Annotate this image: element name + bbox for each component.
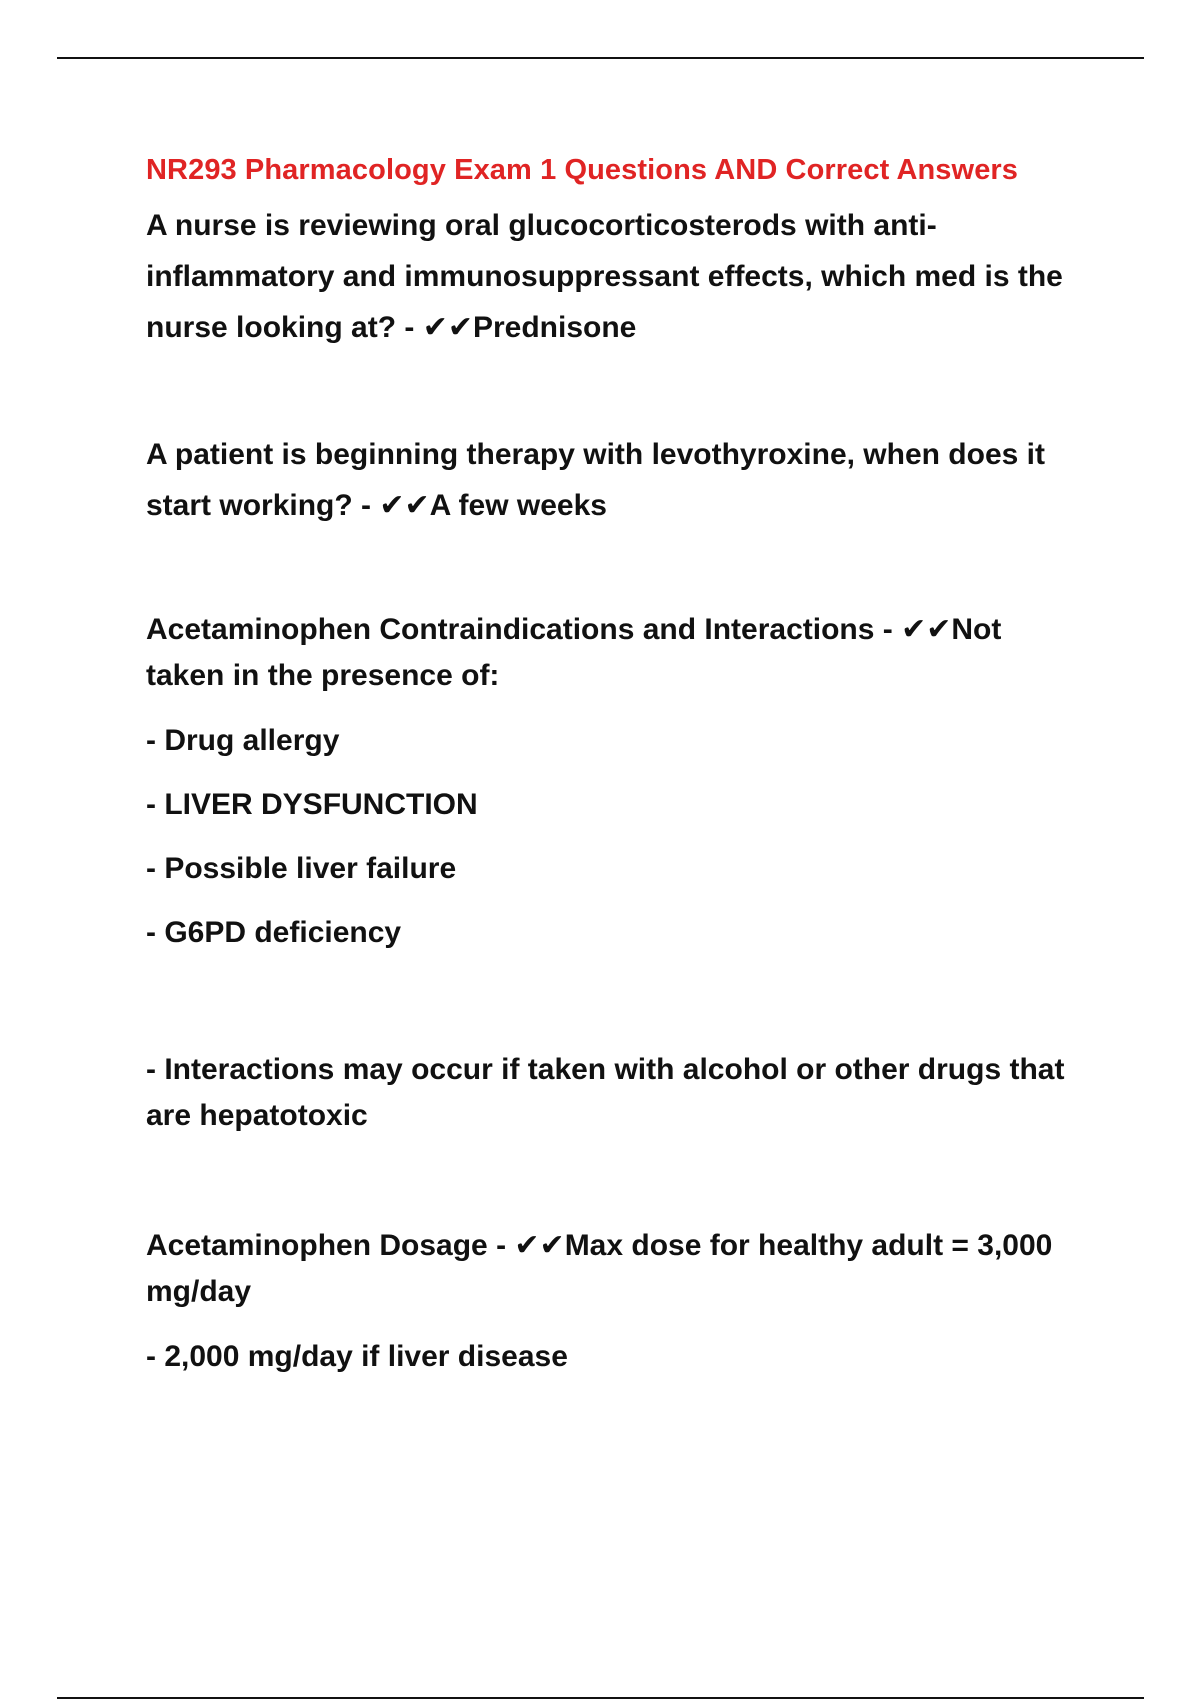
question-text	[146, 607, 1086, 699]
dosage-list	[146, 1325, 1086, 1389]
question-block-2	[146, 429, 1086, 531]
question-prompt: Acetaminophen Dosage -	[146, 1229, 515, 1262]
question-block-1	[146, 200, 1086, 353]
double-check-icon: ✔✔	[514, 1228, 565, 1263]
list-item: - Drug allergy	[146, 724, 340, 757]
question-text	[146, 1223, 1086, 1315]
document-body	[146, 146, 1086, 1389]
top-rule	[57, 57, 1144, 59]
list-item: - 2,000 mg/day if liver disease	[146, 1340, 568, 1373]
document-title: NR293 Pharmacology Exam 1 Questions AND Correct Answers	[146, 154, 1019, 186]
answer-text: Prednisone	[472, 311, 637, 344]
question-prompt: A nurse is reviewing oral glucocorticosterods with anti-inflammatory and immunosuppressant effects, which med is the nurse looking at? -	[146, 209, 1063, 344]
double-check-icon: ✔✔	[379, 488, 430, 523]
double-check-icon: ✔✔	[901, 612, 952, 647]
answer-text: Max dose for healthy adult = 3,000 mg/day	[146, 1229, 1053, 1308]
interaction-note	[146, 1047, 1086, 1139]
answer-text: Not taken in the presence of:	[146, 613, 1002, 692]
list-item: - Possible liver failure	[146, 852, 457, 885]
list-item: - G6PD deficiency	[146, 916, 402, 949]
contraindication-list	[146, 709, 1086, 965]
question-prompt: Acetaminophen Contraindications and Interactions -	[146, 613, 902, 646]
bottom-rule	[57, 1697, 1144, 1699]
question-prompt: A patient is beginning therapy with levothyroxine, when does it start working? -	[146, 438, 1045, 522]
question-text	[146, 200, 1086, 353]
question-block-3	[146, 607, 1086, 1139]
list-item: - LIVER DYSFUNCTION	[146, 788, 478, 821]
answer-text: A few weeks	[429, 489, 607, 522]
interaction-text: - Interactions may occur if taken with alcohol or other drugs that are hepatotoxic	[146, 1053, 1065, 1132]
question-text	[146, 429, 1086, 531]
double-check-icon: ✔✔	[422, 310, 473, 345]
question-block-4	[146, 1223, 1086, 1389]
